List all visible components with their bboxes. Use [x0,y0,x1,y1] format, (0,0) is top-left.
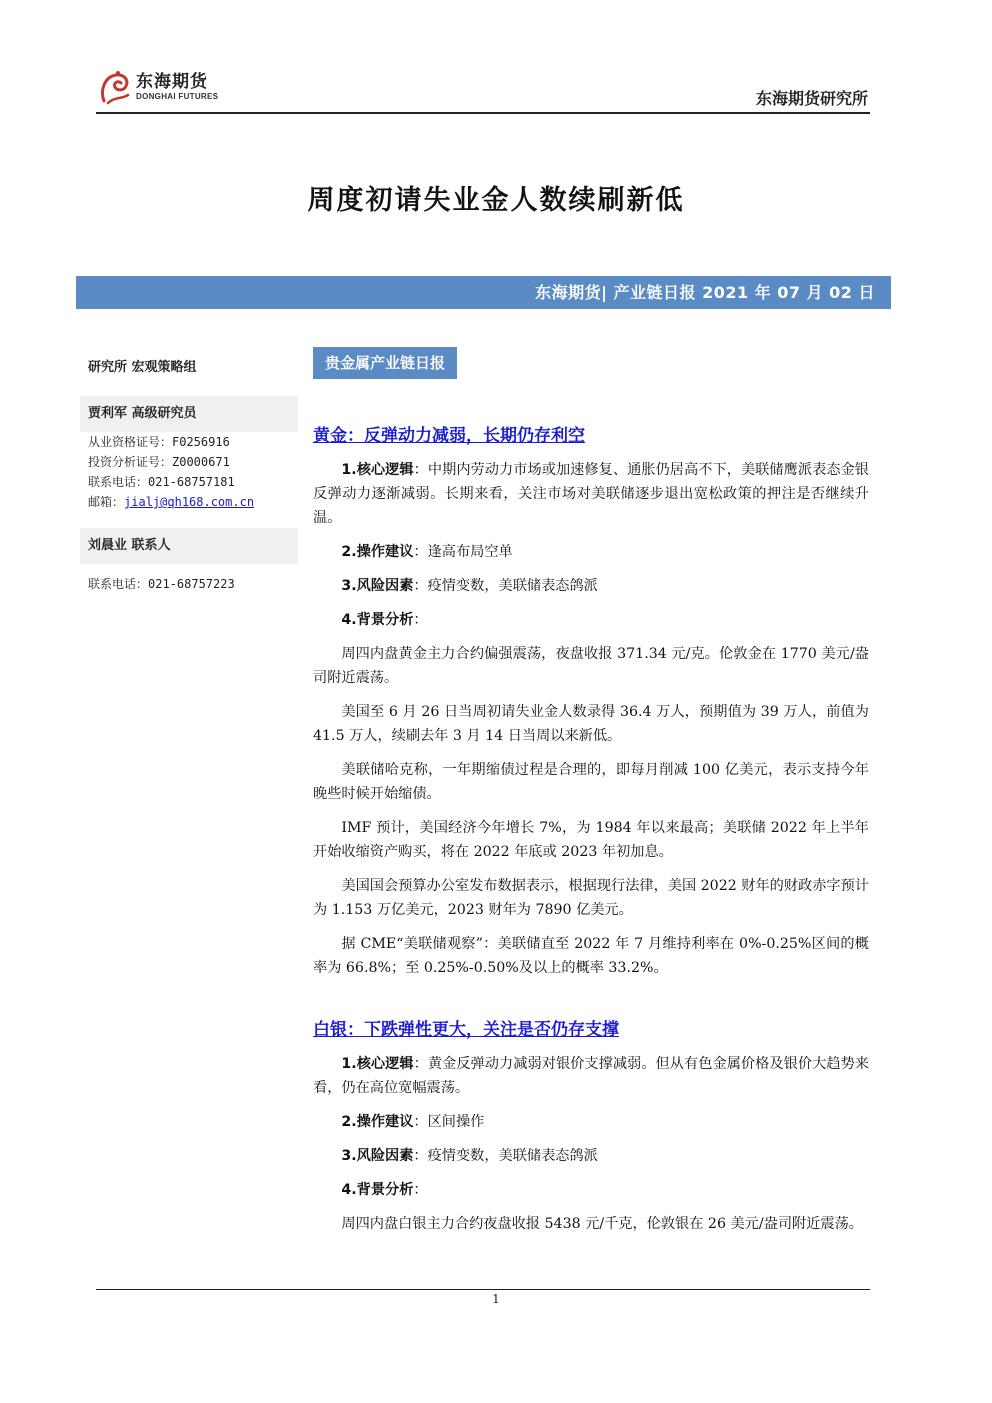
silver-risk-label: 3.风险因素 [341,1148,414,1164]
gold-bg-heading [313,608,869,632]
silver-risk [313,1144,869,1168]
section-tag: 贵金属产业链日报 [313,347,457,379]
gold-paragraph: IMF 预计，美国经济今年增长 7%，为 1984 年以来最高；美联储 2022 年上半年开始收缩资产购买，将在 2022 年底或 2023 年初加息。 [313,820,869,860]
contact-phone: 联系电话：021-68757223 [88,577,235,591]
silver-title-link[interactable]: 白银：下跌弹性更大，关注是否仍存支撑 [313,1020,619,1040]
qualification-number: 从业资格证号：F0256916 [88,435,230,449]
gold-paragraph: 据 CME“美联储观察”：美联储直至 2022 年 7 月维持利率在 0%-0.25%区间的概率为 66.8%；至 0.25%-0.50%及以上的概率 33.2%。 [313,936,869,976]
gold-advice-label: 2.操作建议 [341,544,414,560]
contact-name: 刘晨业 联系人 [80,528,298,564]
gold-paragraph: 美联储哈克称，一年期缩债过程是合理的，即每月削减 100 亿美元，表示支持今年晚些时候开始缩债。 [313,762,869,802]
dragon-logo-icon [98,67,132,107]
silver-advice [313,1110,869,1134]
institute-name: 东海期货研究所 [755,89,868,108]
page-title: 周度初请失业金人数续刷新低 [307,185,685,216]
company-logo [98,66,238,108]
gold-risk-text: ：疫情变数，美联储表态鸽派 [413,578,598,594]
email-link[interactable]: jialj@qh168.com.cn [124,495,255,509]
gold-risk [313,574,869,598]
author-sidebar [80,350,298,594]
header-divider [96,112,870,114]
gold-advice-text: ：逢高布局空单 [413,544,513,560]
silver-bg-colon: ： [413,1182,428,1198]
gold-advice [313,540,869,564]
silver-logic-text: ：黄金反弹动力减弱对银价支撑减弱。但从有色金属价格及银价大趋势来看，仍在高位宽幅震荡。 [313,1056,869,1096]
silver-paragraph: 周四内盘白银主力合约夜盘收报 5438 元/千克，伦敦银在 26 美元/盎司附近震荡。 [341,1216,863,1232]
silver-logic-label: 1.核心逻辑 [341,1056,414,1072]
gold-bg-label: 4.背景分析 [341,612,414,628]
gold-risk-label: 3.风险因素 [341,578,414,594]
gold-bg-colon: ： [413,612,428,628]
research-group: 研究所 宏观策略组 [88,360,197,375]
email-label: 邮箱： [88,495,125,509]
analyst-email-row [80,492,298,512]
analysis-number: 投资分析证号：Z0000671 [88,455,230,469]
analyst-phone: 联系电话：021-68757181 [88,475,235,489]
gold-logic-text: ：中期内劳动力市场或加速修复、通胀仍居高不下，美联储鹰派表态金银反弹动力逐渐减弱。长期来看，关注市场对美联储逐步退出宽松政策的押注是否继续升温。 [313,462,869,526]
gold-paragraph: 美国国会预算办公室发布数据表示，根据现行法律，美国 2022 财年的财政赤字预计为 1.153 万亿美元，2023 财年为 7890 亿美元。 [313,878,869,918]
gold-title-link[interactable]: 黄金：反弹动力减弱，长期仍存利空 [313,426,585,446]
gold-logic-label: 1.核心逻辑 [341,462,414,478]
silver-logic [313,1052,869,1100]
logo-en-text: DONGHAI FUTURES [136,92,219,101]
gold-logic [313,458,869,530]
logo-cn-text: 东海期货 [136,72,208,92]
silver-bg-heading [313,1178,869,1202]
silver-risk-text: ：疫情变数，美联储表态鸽派 [413,1148,598,1164]
silver-advice-label: 2.操作建议 [341,1114,414,1130]
silver-bg-label: 4.背景分析 [341,1182,414,1198]
gold-section [313,421,869,990]
silver-section [313,1015,869,1246]
page-number: 1 [492,1292,500,1306]
footer-divider [96,1289,870,1290]
gold-paragraph: 周四内盘黄金主力合约偏强震荡，夜盘收报 371.34 元/克。伦敦金在 1770 美元/盎司附近震荡。 [313,646,869,686]
gold-paragraph: 美国至 6 月 26 日当周初请失业金人数录得 36.4 万人，预期值为 39 万人，前值为 41.5 万人，续刷去年 3 月 14 日当周以来新低。 [313,704,869,744]
report-banner: 东海期货| 产业链日报 2021 年 07 月 02 日 [76,276,891,309]
silver-advice-text: ：区间操作 [413,1114,485,1130]
analyst-name: 贾利军 高级研究员 [80,396,298,432]
